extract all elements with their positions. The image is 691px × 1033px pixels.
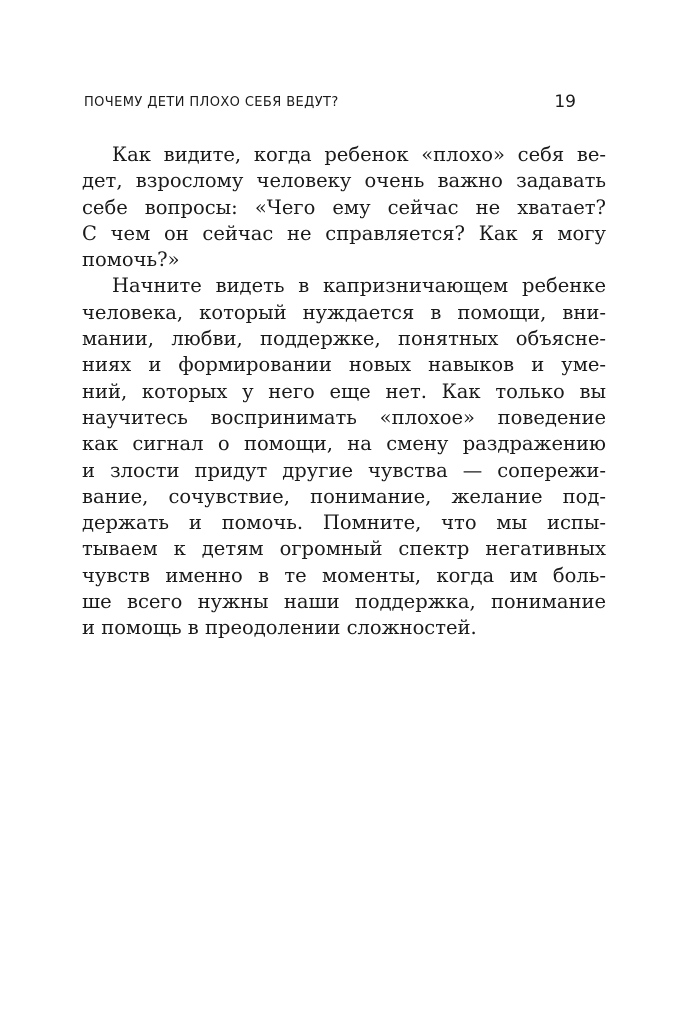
text-line: тываем к детям огромный спектр негативных: [82, 537, 606, 561]
text-line: ниях и формировании новых навыков и уме-: [82, 353, 606, 377]
paragraph-2: [82, 273, 606, 641]
text-line: вание, сочувствие, понимание, желание под-: [82, 484, 606, 508]
text-line: научитесь воспринимать «плохое» поведение: [82, 405, 606, 429]
text-line: человека, который нуждается в помощи, вни-: [82, 300, 606, 324]
text-line: и злости придут другие чувства — сопережи-: [82, 458, 606, 482]
text-line: дет, взрослому человеку очень важно задавать: [82, 169, 606, 193]
text-line: и помощь в преодолении сложностей.: [82, 616, 477, 640]
text-line: как сигнал о помощи, на смену раздражению: [82, 432, 606, 456]
page-number: 19: [554, 92, 576, 112]
text-line: помочь?»: [82, 248, 180, 272]
text-line: чувств именно в те моменты, когда им боль-: [82, 563, 606, 587]
text-line: себе вопросы: «Чего ему сейчас не хватает?: [82, 195, 606, 219]
paragraph-1: [82, 142, 606, 273]
text-line: ний, которых у него еще нет. Как только вы: [82, 379, 606, 403]
running-title: ПОЧЕМУ ДЕТИ ПЛОХО СЕБЯ ВЕДУТ?: [84, 95, 339, 110]
text-line: держать и помочь. Помните, что мы испы-: [82, 511, 606, 535]
text-line: ше всего нужны наши поддержка, понимание: [82, 590, 606, 614]
text-line: С чем он сейчас не справляется? Как я могу: [82, 221, 606, 245]
text-line: мании, любви, поддержке, понятных объясне-: [82, 327, 606, 351]
text-line: Начните видеть в капризничающем ребенке: [112, 274, 606, 298]
body-text: [82, 142, 606, 642]
text-line: Как видите, когда ребенок «плохо» себя ве-: [112, 143, 606, 166]
